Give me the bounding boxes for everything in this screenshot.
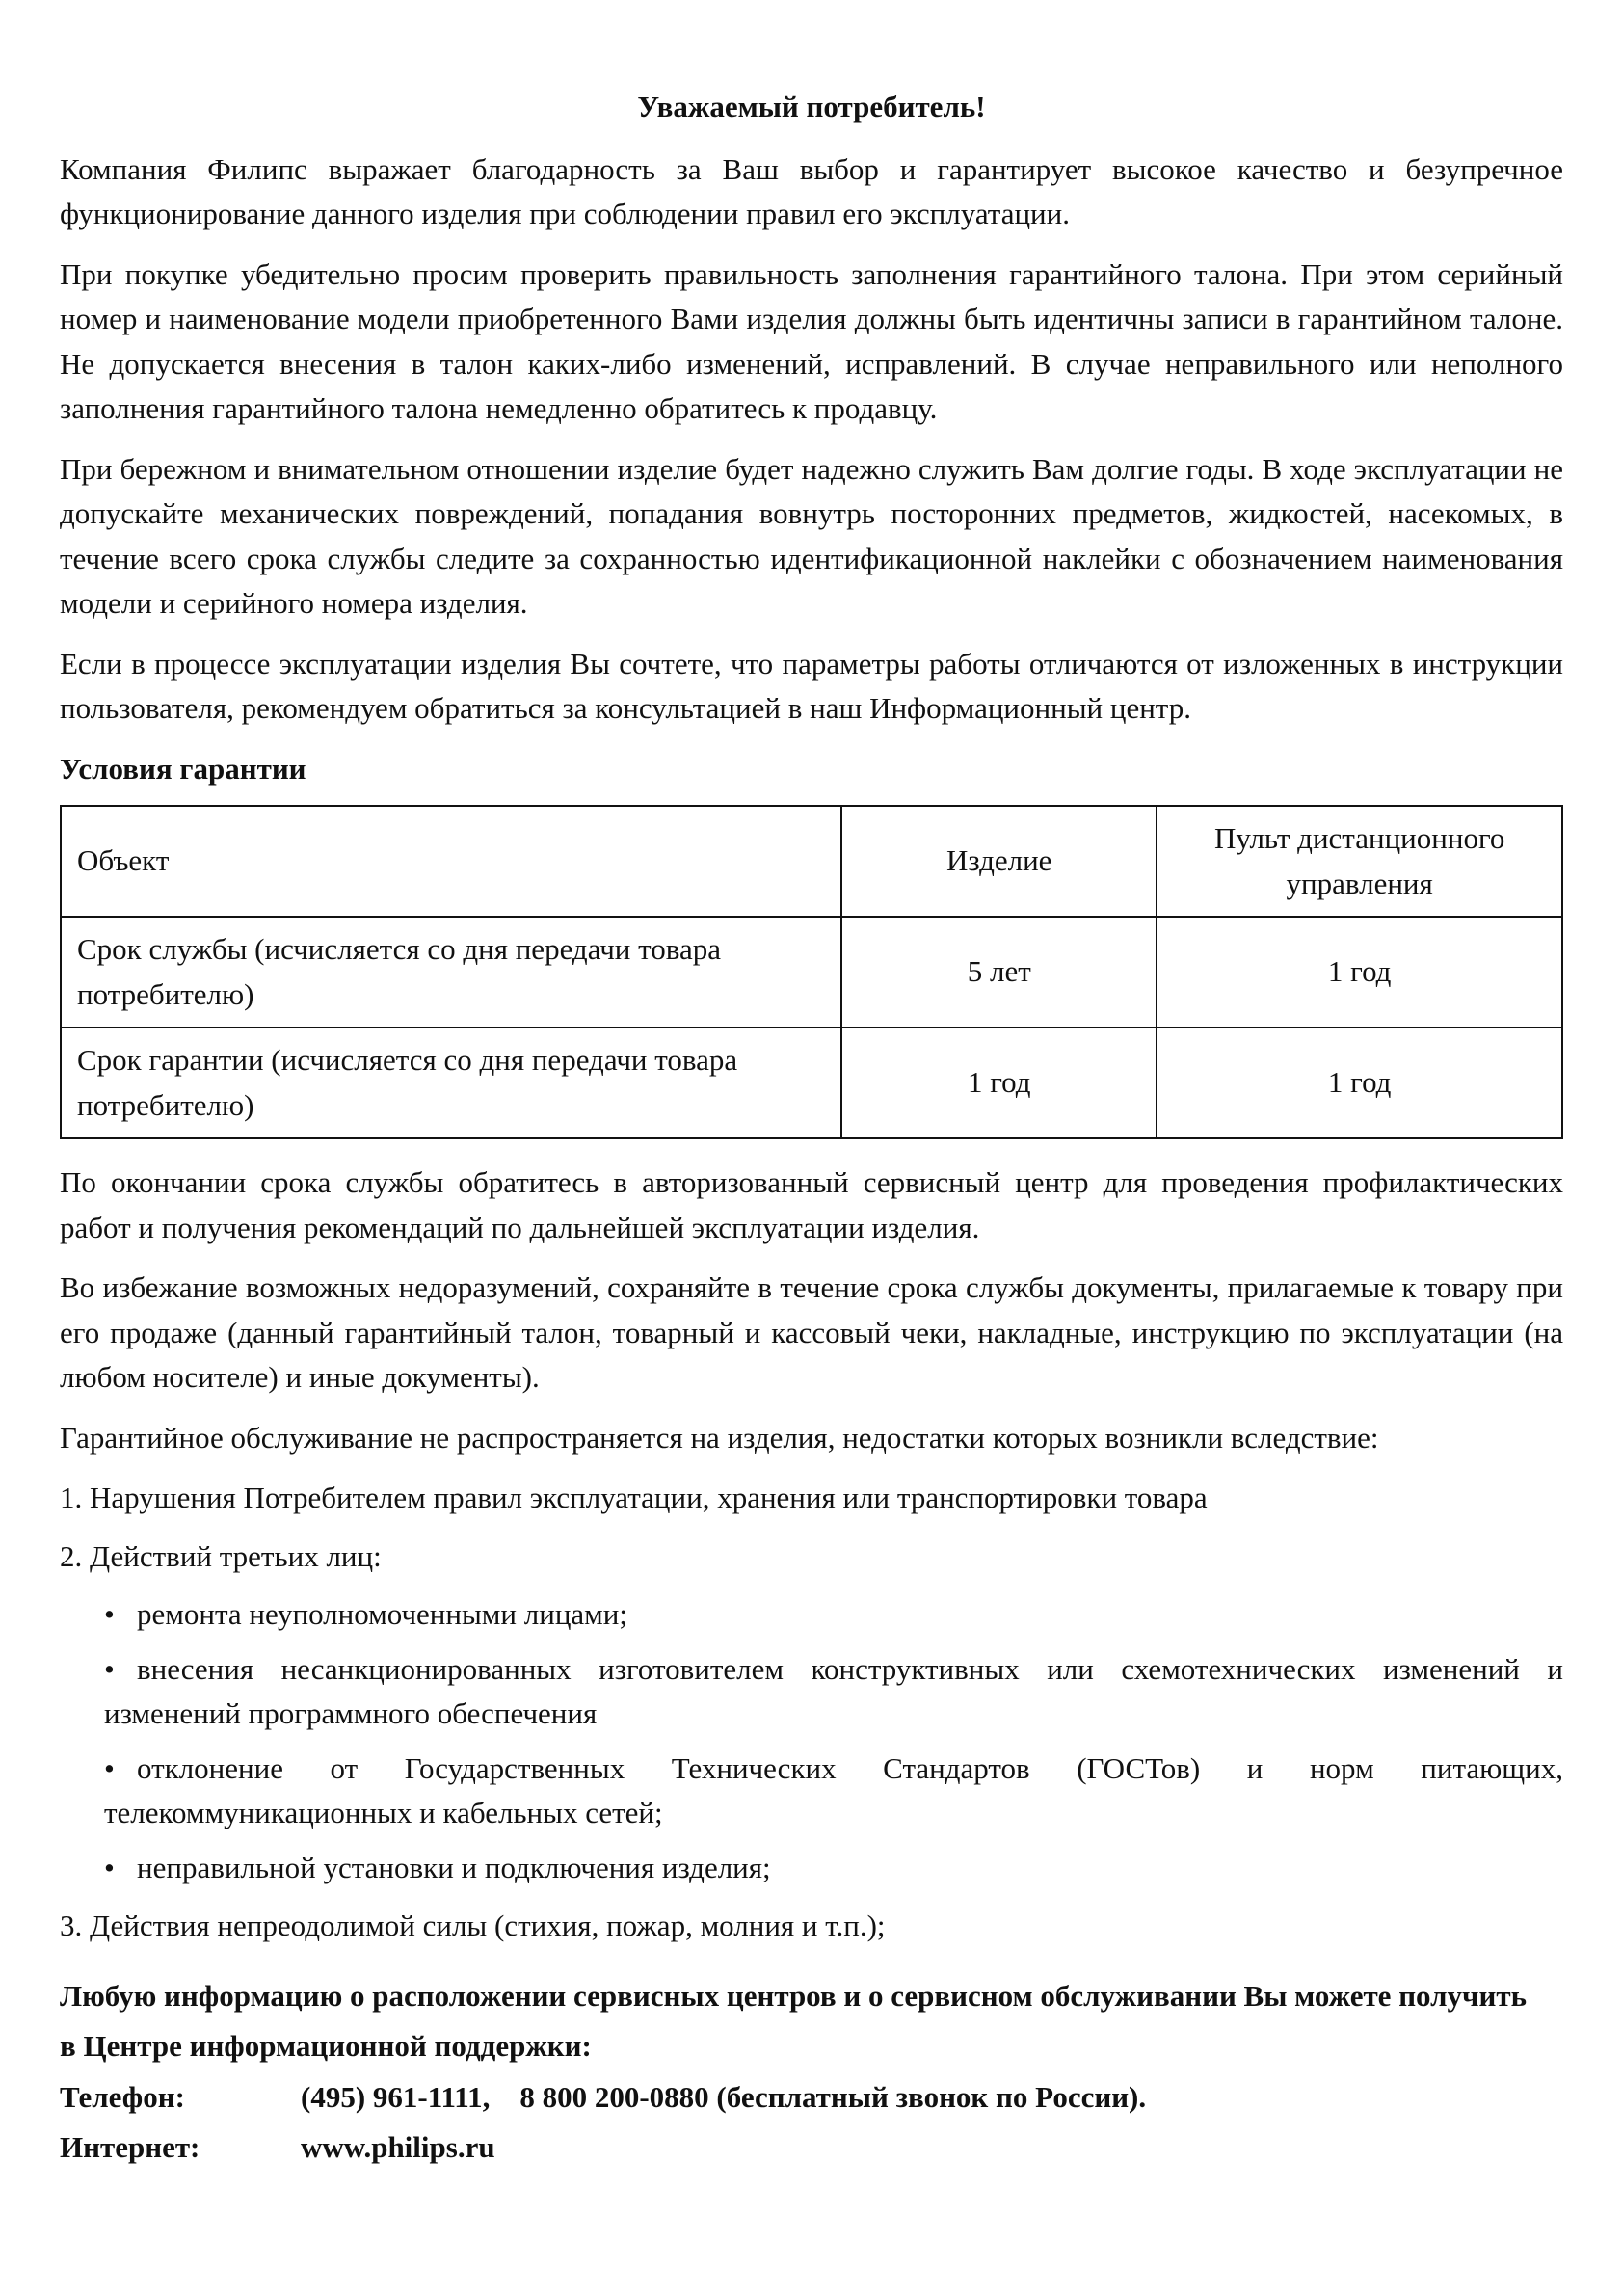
warranty-table bbox=[60, 805, 1563, 1139]
paragraph-parameters: Если в процессе эксплуатации изделия Вы сочтете, что параметры работы отличаются от изложенных в инструкции пользователя, рекомендуем обратиться за консультацией в наш Информационный центр. bbox=[60, 646, 1563, 725]
table-header-remote-control: Пульт дистанционного управления bbox=[1157, 806, 1562, 917]
support-info-line: Любую информацию о расположении сервисных центров и о сервисном обслуживании Вы можете получить bbox=[60, 1978, 1527, 2013]
table-row-warranty-period bbox=[61, 1028, 1562, 1138]
paragraph-careful-use: При бережном и внимательном отношении изделие будет надежно служить Вам долгие годы. В ходе эксплуатации не допускайте механических повреждений, попадания вовнутрь посторонних предметов, жидкостей, насекомых, в течение всего срока службы следите за сохранностью идентификационной наклейки с обозначением наименования модели и серийного номера изделия. bbox=[60, 451, 1563, 620]
bullet-icon: • bbox=[104, 1750, 115, 1785]
table-header-product: Изделие bbox=[841, 806, 1157, 917]
bullet-wrong-installation bbox=[104, 1846, 1563, 1891]
greeting-heading: Уважаемый потребитель! bbox=[637, 90, 986, 123]
paragraph-keep-documents: Во избежание возможных недоразумений, сохраняйте в течение срока службы документы, прилагаемые к товару при его продаже (данный гарантийный талон, товарный и кассовый чеки, накладные, инструкцию по эксплуатации (на любом носителе) и иные документы). bbox=[60, 1270, 1563, 1394]
internet-row bbox=[60, 2125, 1563, 2171]
bullet-unauthorized-repair-text: ремонта неуполномоченными лицами; bbox=[137, 1597, 627, 1631]
internet-label: Интернет: bbox=[60, 2130, 200, 2164]
phone-numbers: (495) 961-1111, 8 800 200-0880 (бесплатный звонок по России). bbox=[301, 2079, 1147, 2114]
bullet-unauthorized-modifications bbox=[104, 1647, 1563, 1737]
list-item-1-violations: 1. Нарушения Потребителем правил эксплуатации, хранения или транспортировки товара bbox=[60, 1481, 1208, 1514]
bullet-icon: • bbox=[104, 1597, 115, 1631]
table-row-service-life bbox=[61, 917, 1562, 1028]
list-item-3-force-majeure: 3. Действия непреодолимой силы (стихия, пожар, молния и т.п.); bbox=[60, 1909, 886, 1942]
bullet-icon: • bbox=[104, 1850, 115, 1884]
website-url: www.philips.ru bbox=[301, 2130, 495, 2164]
warranty-conditions-heading: Условия гарантии bbox=[60, 751, 306, 786]
support-center-line: в Центре информационной поддержки: bbox=[60, 2029, 592, 2063]
service-life-product-value: 5 лет bbox=[841, 917, 1157, 1028]
bullet-unauthorized-repair bbox=[104, 1592, 1563, 1638]
table-header-row bbox=[61, 806, 1562, 917]
bullet-icon: • bbox=[104, 1651, 115, 1686]
warranty-period-label: Срок гарантии (исчисляется со дня передачи товара потребителю) bbox=[61, 1028, 841, 1138]
support-contact-block bbox=[60, 1974, 1563, 2171]
list-item-2-third-parties: 2. Действий третьих лиц: bbox=[60, 1538, 382, 1573]
bullet-unauthorized-modifications-text: внесения несанкционированных изготовителем конструктивных или схемотехнических изменений и изменений программного обеспечения bbox=[104, 1651, 1563, 1730]
bullet-gost-deviation bbox=[104, 1747, 1563, 1836]
bullet-wrong-installation-text: неправильной установки и подключения изделия; bbox=[137, 1850, 771, 1884]
paragraph-end-of-service: По окончании срока службы обратитесь в авторизованный сервисный центр для проведения профилактических работ и получения рекомендаций по дальнейшей эксплуатации изделия. bbox=[60, 1165, 1563, 1244]
phone-row bbox=[60, 2075, 1563, 2121]
paragraph-not-covered: Гарантийное обслуживание не распространяется на изделия, недостатки которых возникли вследствие: bbox=[60, 1420, 1379, 1455]
warranty-period-product-value: 1 год bbox=[841, 1028, 1157, 1138]
service-life-label: Срок службы (исчисляется со дня передачи товара потребителю) bbox=[61, 917, 841, 1028]
service-life-remote-value: 1 год bbox=[1157, 917, 1562, 1028]
table-header-object: Объект bbox=[61, 806, 841, 917]
third-party-bullet-list bbox=[60, 1592, 1563, 1890]
phone-label: Телефон: bbox=[60, 2079, 185, 2114]
bullet-gost-deviation-text: отклонение от Государственных Технических Стандартов (ГОСТов) и норм питающих, телекоммуникационных и кабельных сетей; bbox=[104, 1750, 1563, 1829]
paragraph-intro: Компания Филипс выражает благодарность за Ваш выбор и гарантирует высокое качество и безупречное функционирование данного изделия при соблюдении правил его эксплуатации. bbox=[60, 151, 1563, 230]
paragraph-purchase-check: При покупке убедительно просим проверить правильность заполнения гарантийного талона. При этом серийный номер и наименование модели приобретенного Вами изделия должны быть идентичны записи в гарантийном талоне. Не допускается внесения в талон каких-либо изменений, исправлений. В случае неправильного или неполного заполнения гарантийного талона немедленно обратитесь к продавцу. bbox=[60, 256, 1563, 425]
warranty-period-remote-value: 1 год bbox=[1157, 1028, 1562, 1138]
